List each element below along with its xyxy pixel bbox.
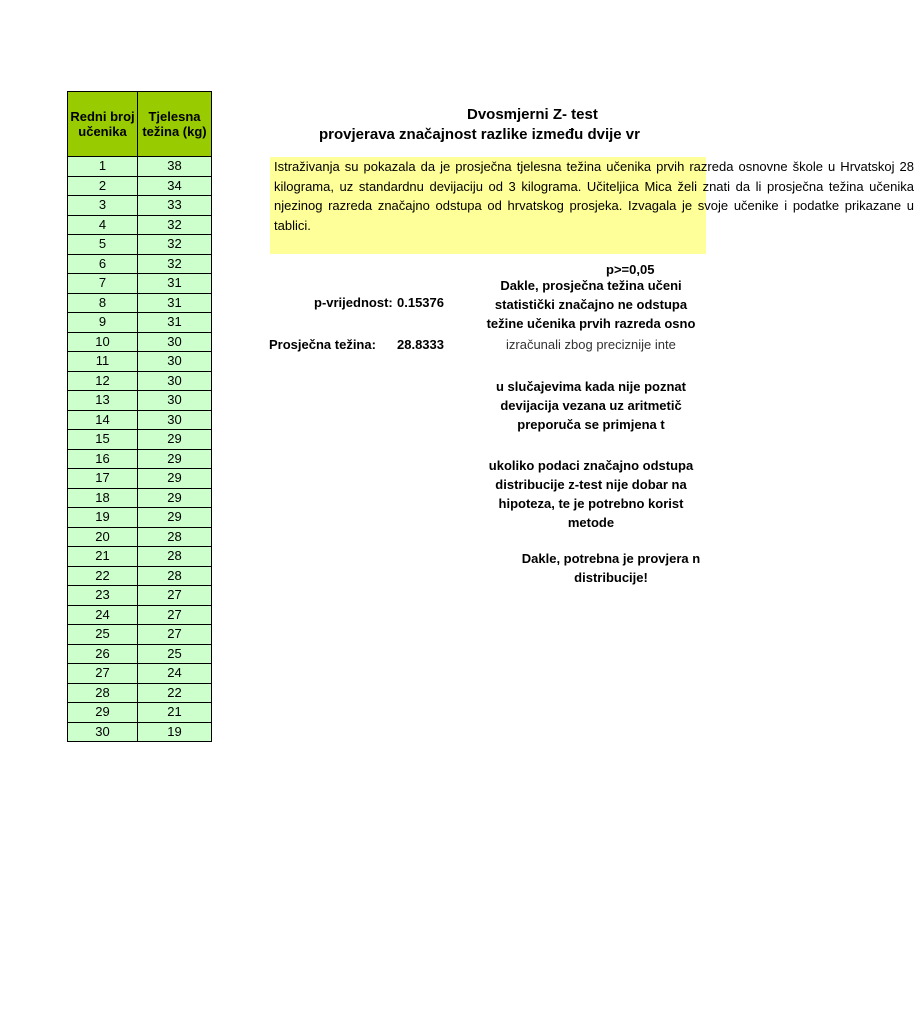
analysis-panel <box>266 100 914 620</box>
note-line: distribucije! <box>574 570 648 585</box>
table-row <box>68 293 212 313</box>
table-row <box>68 332 212 352</box>
data-table <box>67 91 212 742</box>
note-conclusion <box>471 549 751 587</box>
cell-student-number: 1 <box>68 157 138 177</box>
mean-label: Prosječna težina: <box>269 337 376 352</box>
cell-student-number: 7 <box>68 274 138 294</box>
cell-weight: 27 <box>138 586 212 606</box>
table-row <box>68 352 212 372</box>
cell-weight: 25 <box>138 644 212 664</box>
cell-weight: 27 <box>138 625 212 645</box>
cell-student-number: 27 <box>68 664 138 684</box>
note-line: hipoteza, te je potrebno korist <box>498 496 684 511</box>
title-line-1: Dvosmjerni Z- test <box>467 106 598 123</box>
table-row <box>68 391 212 411</box>
table-row <box>68 469 212 489</box>
note-line: devijacija vezana uz aritmetič <box>500 398 682 413</box>
note-line: Dakle, potrebna je provjera n <box>521 551 701 566</box>
cell-student-number: 4 <box>68 215 138 235</box>
table-row <box>68 371 212 391</box>
cell-weight: 30 <box>138 332 212 352</box>
cell-weight: 31 <box>138 313 212 333</box>
cell-student-number: 10 <box>68 332 138 352</box>
note-line: u slučajevima kada nije poznat <box>495 379 686 394</box>
cell-weight: 32 <box>138 215 212 235</box>
cell-weight: 19 <box>138 722 212 742</box>
note-line: ukoliko podaci značajno odstupa <box>488 458 694 473</box>
conclusion-line: Dakle, prosječna težina učeni <box>500 278 682 293</box>
cell-student-number: 5 <box>68 235 138 255</box>
table-row <box>68 683 212 703</box>
cell-weight: 31 <box>138 293 212 313</box>
table-row <box>68 235 212 255</box>
title-line-2: provjerava značajnost razlike između dvije vr <box>319 126 640 143</box>
pvalue-label: p-vrijednost: <box>314 295 393 310</box>
table-row <box>68 586 212 606</box>
note-unknown-deviation <box>451 377 731 434</box>
cell-student-number: 15 <box>68 430 138 450</box>
description-box <box>270 157 914 254</box>
table-row <box>68 157 212 177</box>
table-row <box>68 722 212 742</box>
note-line: metode <box>567 515 615 530</box>
table-row <box>68 527 212 547</box>
table-row <box>68 625 212 645</box>
table-row <box>68 215 212 235</box>
table-row <box>68 644 212 664</box>
header-student-number: Redni broj učenika <box>68 92 138 157</box>
cell-weight: 30 <box>138 410 212 430</box>
table-row <box>68 566 212 586</box>
cell-weight: 34 <box>138 176 212 196</box>
table-row <box>68 274 212 294</box>
cell-weight: 30 <box>138 391 212 411</box>
table-row <box>68 488 212 508</box>
cell-student-number: 28 <box>68 683 138 703</box>
cell-weight: 22 <box>138 683 212 703</box>
cell-weight: 24 <box>138 664 212 684</box>
cell-student-number: 9 <box>68 313 138 333</box>
note-line: distribucije z-test nije dobar na <box>495 477 687 492</box>
cell-student-number: 25 <box>68 625 138 645</box>
cell-weight: 27 <box>138 605 212 625</box>
cell-student-number: 29 <box>68 703 138 723</box>
condition-label: p>=0,05 <box>606 262 655 277</box>
table-row <box>68 313 212 333</box>
cell-student-number: 24 <box>68 605 138 625</box>
cell-student-number: 3 <box>68 196 138 216</box>
conclusion-line: statistički značajno ne odstupa <box>494 297 688 312</box>
cell-student-number: 19 <box>68 508 138 528</box>
header-body-weight: Tjelesna težina (kg) <box>138 92 212 157</box>
cell-weight: 29 <box>138 449 212 469</box>
cell-student-number: 22 <box>68 566 138 586</box>
table-row <box>68 176 212 196</box>
cell-weight: 21 <box>138 703 212 723</box>
cell-weight: 29 <box>138 430 212 450</box>
cell-student-number: 11 <box>68 352 138 372</box>
cell-weight: 31 <box>138 274 212 294</box>
cell-weight: 33 <box>138 196 212 216</box>
cell-weight: 28 <box>138 566 212 586</box>
cell-student-number: 21 <box>68 547 138 567</box>
cell-weight: 28 <box>138 547 212 567</box>
pvalue-value: 0.15376 <box>397 295 444 310</box>
cell-weight: 29 <box>138 488 212 508</box>
table-row <box>68 430 212 450</box>
conclusion-line: težine učenika prvih razreda osno <box>486 316 696 331</box>
cell-weight: 29 <box>138 469 212 489</box>
table-row <box>68 254 212 274</box>
mean-value: 28.8333 <box>397 337 444 352</box>
cell-student-number: 23 <box>68 586 138 606</box>
cell-student-number: 12 <box>68 371 138 391</box>
cell-student-number: 8 <box>68 293 138 313</box>
mean-note: izračunali zbog preciznije inte <box>506 337 676 352</box>
cell-student-number: 2 <box>68 176 138 196</box>
cell-weight: 30 <box>138 352 212 372</box>
conclusion-text <box>451 276 731 333</box>
table-row <box>68 410 212 430</box>
note-line: preporuča se primjena t <box>517 417 665 432</box>
cell-student-number: 17 <box>68 469 138 489</box>
table-row <box>68 664 212 684</box>
cell-weight: 30 <box>138 371 212 391</box>
table-row <box>68 449 212 469</box>
cell-student-number: 20 <box>68 527 138 547</box>
cell-student-number: 14 <box>68 410 138 430</box>
cell-student-number: 13 <box>68 391 138 411</box>
note-distribution <box>451 456 731 532</box>
table-row <box>68 196 212 216</box>
cell-student-number: 26 <box>68 644 138 664</box>
table-row <box>68 605 212 625</box>
cell-student-number: 16 <box>68 449 138 469</box>
cell-weight: 38 <box>138 157 212 177</box>
cell-student-number: 30 <box>68 722 138 742</box>
cell-student-number: 18 <box>68 488 138 508</box>
description-text: Istraživanja su pokazala da je prosječna tjelesna težina učenika prvih razreda osnovne škole u Hrvatskoj 28 kilograma, uz standardnu devijaciju od 3 kilograma. Učiteljica Mica želi znati da li prosječna težina učenika njezinog razreda značajno odstupa od hrvatskog prosjeka. Izvagala je svoje učenike i podatke prikazane u tablici. <box>274 159 914 233</box>
cell-weight: 29 <box>138 508 212 528</box>
cell-weight: 32 <box>138 254 212 274</box>
cell-weight: 28 <box>138 527 212 547</box>
table-row <box>68 703 212 723</box>
cell-student-number: 6 <box>68 254 138 274</box>
table-row <box>68 547 212 567</box>
table-row <box>68 508 212 528</box>
cell-weight: 32 <box>138 235 212 255</box>
